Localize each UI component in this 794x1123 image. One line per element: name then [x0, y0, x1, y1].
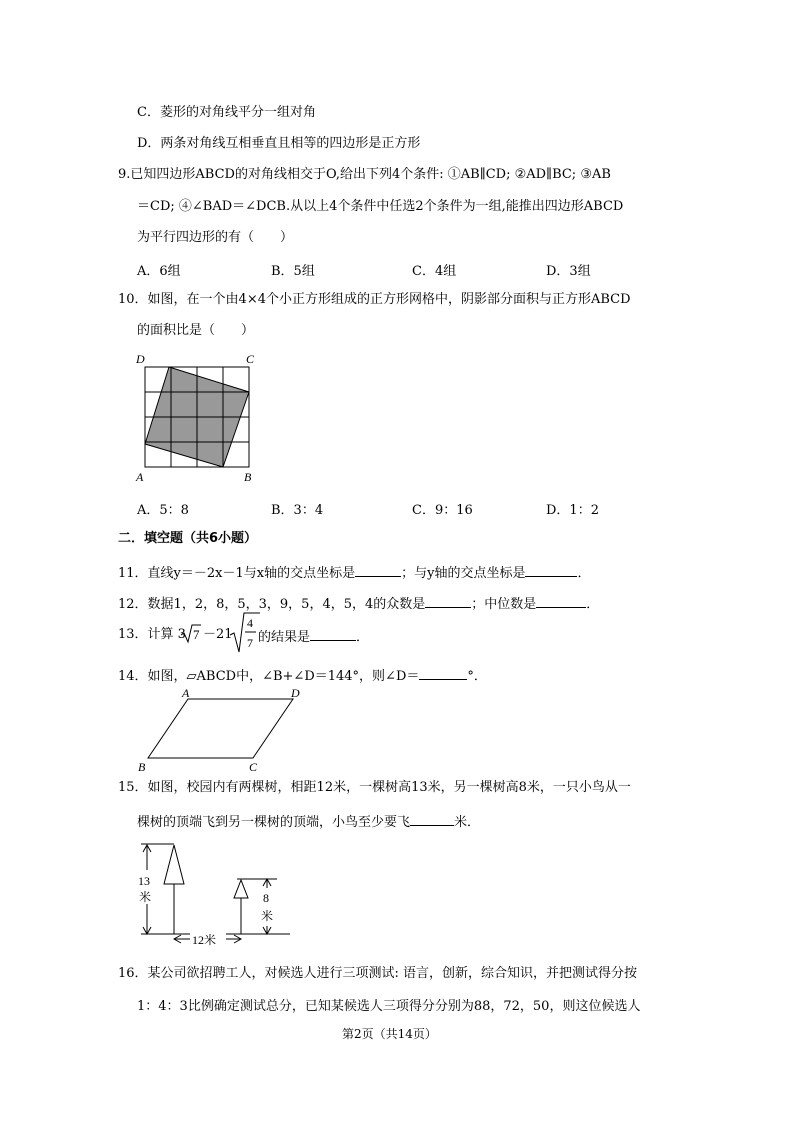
q13-tail	[258, 626, 369, 647]
q13-blank[interactable]	[310, 626, 356, 641]
q13-end: ．	[356, 630, 370, 645]
q15-line2-suffix: 米．	[454, 815, 481, 830]
q10-label-c: C	[246, 352, 255, 366]
q14-label-d: D	[291, 686, 300, 700]
q15-short-tree	[234, 880, 248, 898]
q8-option-d: D．两条对角线互相垂直且相等的四边形是正方形	[137, 136, 421, 151]
q15-label-13: 13	[138, 874, 150, 888]
q15-label-13-unit: 米	[139, 890, 152, 904]
q15-stem-line2	[137, 811, 480, 832]
q13-suffix-text: 的结果是	[258, 630, 311, 645]
q15-label-8: 8	[263, 891, 269, 905]
q10-stem-line2: 的面积比是（ ）	[137, 323, 255, 338]
q10-option-a: A．5：8	[137, 503, 189, 518]
q15-tall-tree	[164, 845, 184, 884]
q14-suffix: °．	[467, 669, 487, 684]
q10-grid-lines	[145, 367, 249, 467]
q15-label-8-unit: 米	[261, 909, 274, 923]
q15-trees-figure	[130, 838, 295, 950]
page-footer: 第2页（共14页）	[342, 1027, 437, 1041]
q9-stem-line3: 为平行四边形的有（ ）	[137, 230, 294, 245]
q12	[118, 593, 599, 614]
q14-blank[interactable]	[419, 665, 467, 680]
q9-stem-line1: 9.已知四边形ABCD的对角线相交于O,给出下列4个条件: ①AB∥CD; ②AD∥BC; ③AB	[118, 167, 611, 182]
q15-label-12: 12米	[192, 933, 217, 947]
q14-text: 14．如图，▱ABCD中，∠B+∠D＝144°，则∠D＝	[118, 669, 420, 684]
q15-line2-prefix: 棵树的顶端飞到另一棵树的顶端，小鸟至少要飞	[137, 815, 411, 830]
q14-parallelogram	[148, 699, 293, 758]
q10-stem-line1: 10．如图，在一个由4×4个小正方形组成的正方形网格中，阴影部分面积与正方形ABCD	[118, 292, 631, 307]
q10-label-a: A	[136, 470, 144, 484]
q11-blank-1[interactable]	[355, 562, 401, 577]
q11-blank-2[interactable]	[525, 562, 577, 577]
svg-text:4: 4	[247, 616, 253, 630]
q8-option-c: C．菱形的对角线平分一组对角	[137, 105, 316, 120]
q9-option-c: C．4组	[412, 264, 457, 279]
q9-option-b: B．5组	[271, 264, 315, 279]
q10-grid-figure	[132, 350, 262, 485]
q13	[118, 626, 186, 644]
q15-blank[interactable]	[410, 811, 454, 826]
q14-label-a: A	[182, 686, 190, 700]
q9-option-d: D．3组	[546, 264, 591, 279]
q13-minus: －21	[203, 627, 233, 642]
q13-radical-fraction	[229, 611, 261, 655]
q16-stem-line1: 16．某公司欲招聘工人，对候选人进行三项测试: 语言，创新，综合知识，并把测试得分按	[118, 966, 638, 981]
q11	[118, 562, 590, 583]
q12-middle: ；中位数是	[471, 597, 537, 612]
q9-stem-line2: ＝CD; ④∠BAD＝∠DCB.从以上4个条件中任选2个条件为一组,能推出四边形ABCD	[137, 199, 624, 214]
q12-prefix: 12．数据1，2，8，5，3，9，5，4，5，4的众数是	[118, 597, 426, 612]
q10-label-b: B	[244, 470, 252, 484]
svg-text:7: 7	[193, 627, 200, 642]
q10-option-d: D．1：2	[546, 503, 599, 518]
q14	[118, 665, 487, 686]
q16-stem-line2: 1：4：3比例确定测试总分，已知某候选人三项得分分别为88，72，50，则这位候选人	[137, 999, 641, 1014]
q14-label-b: B	[138, 760, 146, 774]
q13-prefix: 13．计算 3	[118, 627, 186, 642]
q11-suffix: ．	[577, 566, 591, 581]
q11-prefix: 11．直线y＝－2x－1与x轴的交点坐标是	[118, 566, 356, 581]
q10-label-d: D	[136, 352, 145, 366]
svg-text:7: 7	[247, 636, 253, 650]
q12-suffix: ．	[586, 597, 600, 612]
q12-blank-1[interactable]	[425, 593, 471, 608]
q10-option-c: C．9：16	[412, 503, 473, 518]
q15-stem-line1: 15．如图，校园内有两棵树，相距12米，一棵树高13米，另一棵树高8米，一只小鸟从一	[118, 780, 631, 795]
q13-radical-7	[180, 623, 202, 645]
q14-parallelogram-figure	[135, 686, 310, 778]
section-title: 二．填空题（共6小题）	[118, 531, 258, 546]
q9-option-a: A．6组	[137, 264, 181, 279]
q12-blank-2[interactable]	[536, 593, 586, 608]
q10-option-b: B．3：4	[271, 503, 324, 518]
q11-middle: ；与y轴的交点坐标是	[401, 566, 526, 581]
q14-label-c: C	[249, 760, 258, 774]
